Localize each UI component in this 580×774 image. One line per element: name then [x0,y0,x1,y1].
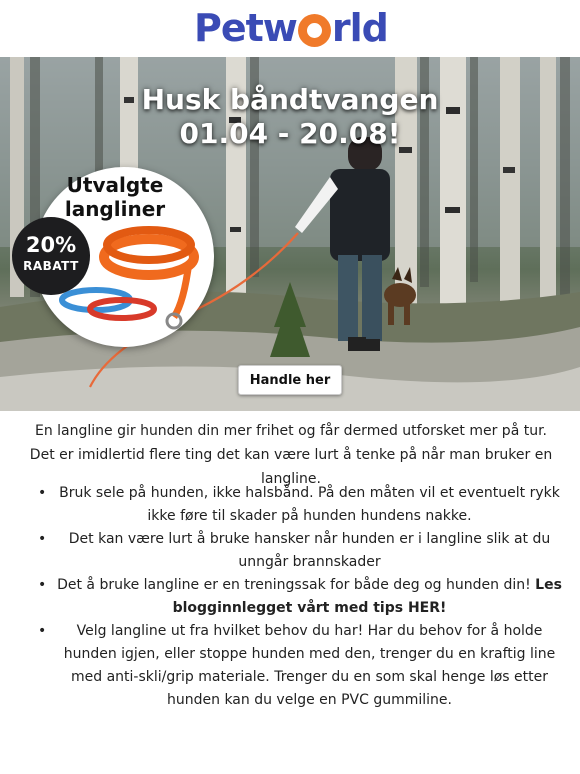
email-header [0,0,580,57]
tips-list [30,482,565,712]
badge-title [0,173,230,221]
shop-now-button[interactable]: Handle her [238,365,342,395]
list-item-text: Velg langline ut fra hvilket behov du har! Har du behov for å holde hunden igjen, eller stoppe hunden med den, trenger du en kraftig line med anti-skli/grip materiale. Trenger du en som skal henge løs etter hunden kan du velge en PVC gummiline. [63,623,556,708]
paw-logo-icon [298,14,331,47]
list-item-text: Det å bruke langline er en treningssak for både deg og hunden din! [57,577,536,593]
discount-label: RABATT [23,259,79,273]
badge-title-line2: langliner [64,197,166,221]
list-item [30,528,565,574]
hero-headline [0,83,580,151]
hero-headline-line1: Husk båndtvangen [141,83,439,116]
badge-title-line1: Utvalgte [66,173,164,197]
discount-badge [12,217,90,295]
list-item [30,574,565,620]
logo-text-start: Petw [194,6,297,50]
list-item-text: Det kan være lurt å bruke hansker når hunden er i langline slik at du unngår brannskader [68,531,551,570]
hero-banner[interactable] [0,57,580,411]
discount-percent: 20% [25,233,77,257]
list-item [30,620,565,712]
logo-text-end: rld [331,6,388,50]
petworld-logo[interactable] [194,5,388,51]
blog-post-link[interactable]: Les blogginnlegget vårt med tips HER! [172,577,562,616]
list-item-text: Bruk sele på hunden, ikke halsbånd. På den måten vil et eventuelt rykk ikke føre til skader på hunden hundens nakke. [59,485,560,524]
intro-paragraph: En langline gir hunden din mer frihet og får dermed utforsket mer på tur. Det er imidlertid flere ting det kan være lurt å tenke på når man bruker en langline. [29,423,553,487]
hero-headline-line2: 01.04 - 20.08! [179,117,401,150]
list-item [30,482,565,528]
